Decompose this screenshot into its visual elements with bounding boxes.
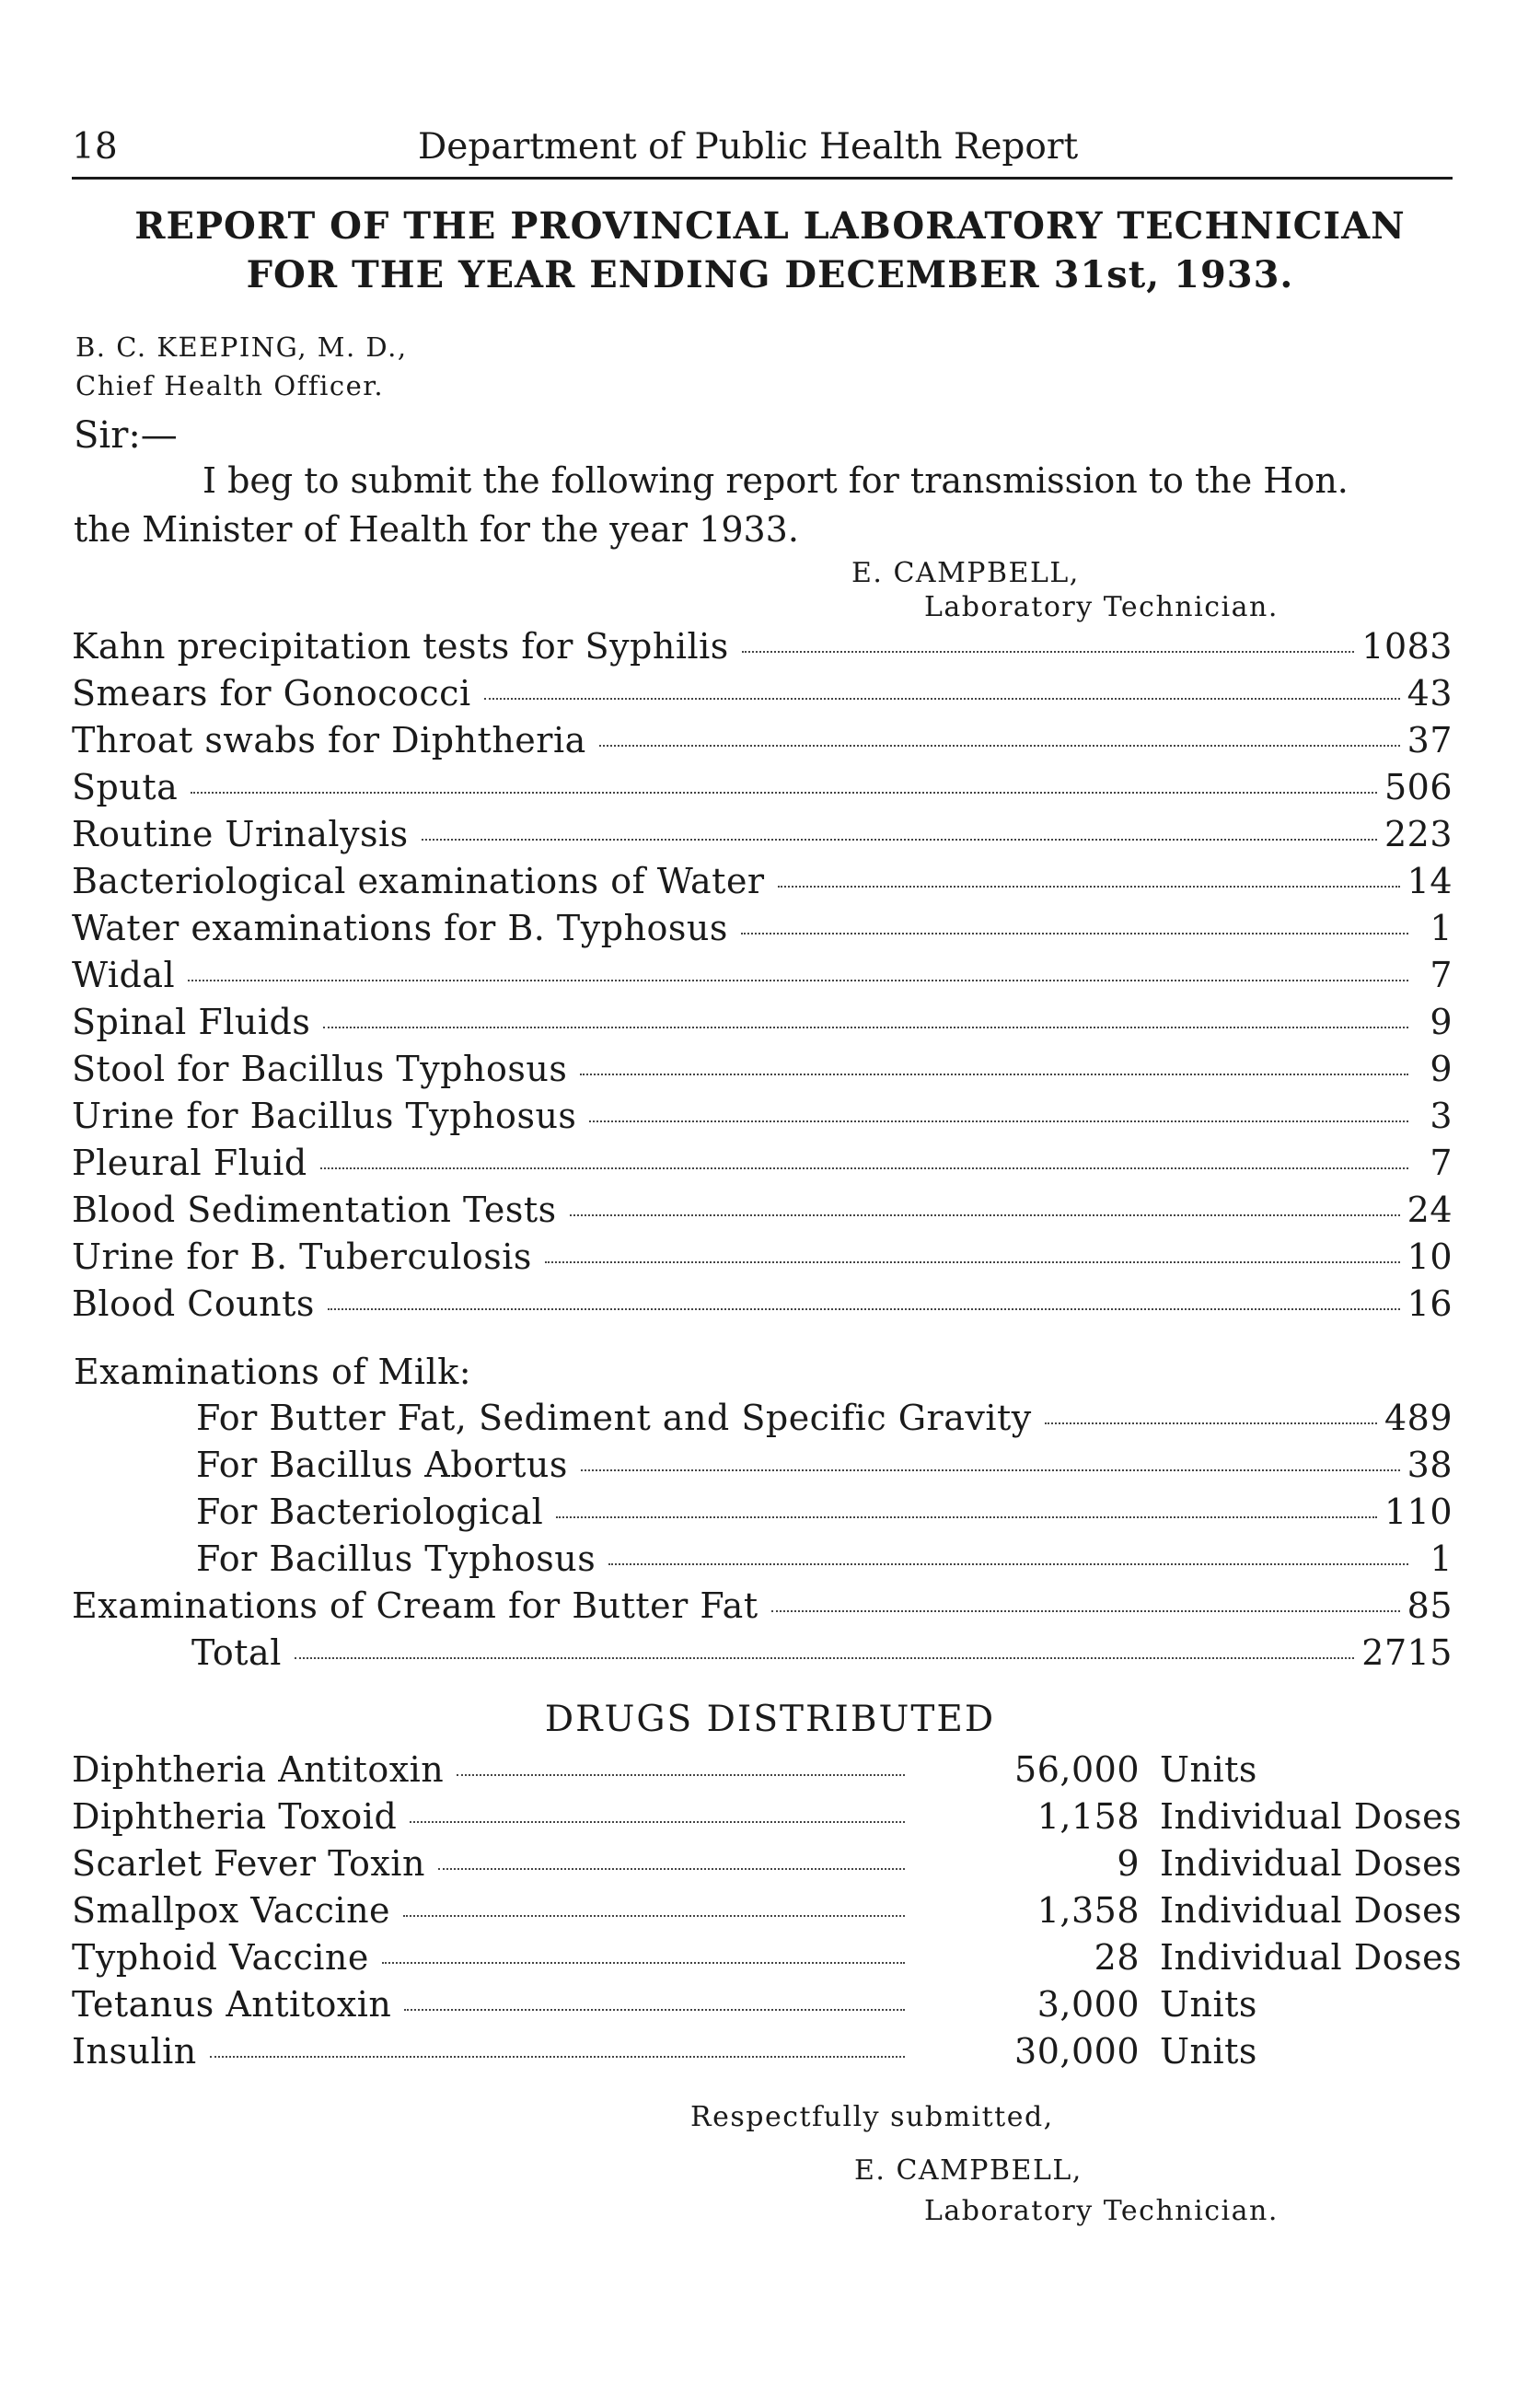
list-item: [72, 814, 1453, 862]
list-item: [72, 908, 1453, 956]
milk-test-label: For Butter Fat, Sediment and Specific Gravity: [196, 1398, 1032, 1438]
drug-amount: 30,000: [1014, 2031, 1140, 2072]
list-item: [72, 861, 1453, 909]
body-line-1: I beg to submit the following report for transmission to the Hon.: [203, 460, 1349, 501]
test-label: Urine for Bacillus Typhosus: [72, 1096, 577, 1136]
total-count: 2715: [1361, 1632, 1453, 1673]
dot-leader: [484, 698, 1400, 700]
dot-leader: [404, 2009, 905, 2011]
drug-amount: 1,158: [1036, 1796, 1140, 1837]
list-item: [72, 626, 1453, 674]
dot-leader: [556, 1516, 1377, 1518]
test-count: 14: [1407, 861, 1453, 901]
list-item: [72, 1049, 1453, 1097]
test-count: 3: [1430, 1096, 1453, 1136]
milk-test-label: For Bacillus Abortus: [196, 1445, 568, 1485]
test-count: 9: [1430, 1002, 1453, 1042]
list-item: [72, 2031, 1434, 2079]
dot-leader: [438, 1868, 905, 1870]
list-item: [196, 1492, 1453, 1539]
drug-amount: 9: [1117, 1843, 1140, 1884]
test-label: Stool for Bacillus Typhosus: [72, 1049, 568, 1089]
list-item: [72, 955, 1453, 1003]
list-item: [72, 1143, 1453, 1190]
report-title-line-2: FOR THE YEAR ENDING DECEMBER 31st, 1933.: [246, 253, 1294, 296]
body-line-2: the Minister of Health for the year 1933.: [74, 509, 799, 550]
test-count: 9: [1430, 1049, 1453, 1089]
salutation: Sir:—: [74, 414, 178, 457]
drug-unit: Individual Doses: [1160, 1937, 1463, 1978]
dot-leader: [771, 1610, 1400, 1612]
test-label: Widal: [72, 955, 176, 995]
list-item: [72, 1002, 1453, 1050]
cream-test-label: Examinations of Cream for Butter Fat: [72, 1585, 758, 1626]
list-item: [196, 1538, 1453, 1586]
test-count: 37: [1407, 720, 1453, 760]
test-label: Routine Urinalysis: [72, 814, 409, 854]
test-label: Smears for Gonococci: [72, 673, 471, 714]
dot-leader: [382, 1962, 905, 1964]
running-head: [72, 122, 1453, 180]
dot-leader: [410, 1821, 905, 1823]
drug-label: Diphtheria Antitoxin: [72, 1749, 445, 1790]
addressee-name: B. C. KEEPING, M. D.,: [75, 331, 408, 363]
list-item: [72, 673, 1453, 721]
list-item: [72, 1190, 1453, 1237]
drug-unit: Units: [1160, 1984, 1257, 2025]
dot-leader: [188, 980, 1408, 981]
list-item: [72, 720, 1453, 768]
test-count: 24: [1407, 1190, 1453, 1230]
list-item: [72, 1796, 1463, 1844]
list-item: [72, 1984, 1434, 2032]
dot-leader: [545, 1261, 1400, 1263]
test-label: Throat swabs for Diphtheria: [72, 720, 586, 760]
drug-unit: Units: [1160, 1749, 1257, 1790]
dot-leader: [580, 1074, 1408, 1075]
list-item: [72, 1890, 1463, 1938]
test-count: 43: [1407, 673, 1453, 714]
test-count: 7: [1430, 955, 1453, 995]
dot-leader: [320, 1167, 1408, 1169]
drug-amount: 56,000: [1014, 1749, 1140, 1790]
dot-leader: [608, 1563, 1408, 1565]
addressee-title: Chief Health Officer.: [75, 370, 385, 401]
list-item: [72, 1283, 1453, 1331]
test-label: Blood Counts: [72, 1283, 315, 1324]
milk-test-count: 38: [1407, 1445, 1453, 1485]
test-count: 16: [1407, 1283, 1453, 1324]
test-count: 1: [1430, 908, 1453, 948]
list-item: [72, 767, 1453, 815]
milk-test-count: 110: [1384, 1492, 1453, 1532]
closing-name: E. CAMPBELL,: [854, 2154, 1083, 2187]
milk-test-count: 489: [1384, 1398, 1453, 1438]
page-number: 18: [72, 126, 118, 168]
test-label: Bacteriological examinations of Water: [72, 861, 765, 901]
test-count: 1083: [1361, 626, 1453, 667]
test-label: Spinal Fluids: [72, 1002, 311, 1042]
dot-leader: [295, 1657, 1354, 1659]
list-item: [196, 1445, 1453, 1492]
closing-title: Laboratory Technician.: [924, 2195, 1279, 2227]
test-count: 7: [1430, 1143, 1453, 1183]
drug-label: Scarlet Fever Toxin: [72, 1843, 425, 1884]
drug-label: Tetanus Antitoxin: [72, 1984, 392, 2025]
drug-unit: Individual Doses: [1160, 1796, 1463, 1837]
total-row: [191, 1632, 1453, 1680]
dot-leader: [570, 1214, 1400, 1216]
dot-leader: [741, 933, 1408, 934]
drug-label: Insulin: [72, 2031, 197, 2072]
list-item: [72, 1096, 1453, 1143]
milk-test-count: 1: [1430, 1538, 1453, 1579]
list-item: [72, 1585, 1453, 1633]
test-count: 506: [1384, 767, 1453, 807]
drug-unit: Units: [1160, 2031, 1257, 2072]
signature-top-title: Laboratory Technician.: [924, 591, 1279, 623]
test-count: 223: [1384, 814, 1453, 854]
test-count: 10: [1407, 1236, 1453, 1277]
milk-heading: Examinations of Milk:: [74, 1352, 472, 1392]
dot-leader: [778, 886, 1400, 888]
list-item: [72, 1236, 1453, 1284]
test-label: Blood Sedimentation Tests: [72, 1190, 557, 1230]
test-label: Kahn precipitation tests for Syphilis: [72, 626, 729, 667]
drug-unit: Individual Doses: [1160, 1890, 1463, 1931]
milk-test-label: For Bacillus Typhosus: [196, 1538, 596, 1579]
drug-label: Smallpox Vaccine: [72, 1890, 391, 1931]
dot-leader: [422, 839, 1377, 841]
dot-leader: [599, 745, 1400, 747]
drug-amount: 1,358: [1036, 1890, 1140, 1931]
report-title-line-1: REPORT OF THE PROVINCIAL LABORATORY TECHNICIAN: [134, 204, 1406, 248]
drug-label: Typhoid Vaccine: [72, 1937, 369, 1978]
dot-leader: [457, 1774, 905, 1776]
dot-leader: [210, 2056, 905, 2058]
list-item: [72, 1843, 1463, 1891]
dot-leader: [191, 792, 1377, 794]
test-label: Sputa: [72, 767, 179, 807]
dot-leader: [589, 1120, 1408, 1122]
drug-unit: Individual Doses: [1160, 1843, 1463, 1884]
dot-leader: [328, 1308, 1400, 1310]
list-item: [196, 1398, 1453, 1445]
dot-leader: [1045, 1422, 1377, 1424]
dot-leader: [403, 1915, 905, 1917]
test-label: Pleural Fluid: [72, 1143, 307, 1183]
cream-test-count: 85: [1407, 1585, 1453, 1626]
drugs-heading: DRUGS DISTRIBUTED: [544, 1699, 996, 1740]
list-item: [72, 1937, 1463, 1985]
dot-leader: [742, 651, 1354, 653]
drug-amount: 3,000: [1036, 1984, 1140, 2025]
signature-top-name: E. CAMPBELL,: [851, 557, 1080, 589]
list-item: [72, 1749, 1434, 1797]
milk-test-label: For Bacteriological: [196, 1492, 544, 1532]
closing-phrase: Respectfully submitted,: [690, 2101, 1054, 2133]
total-label: Total: [191, 1632, 282, 1673]
running-head-title: Department of Public Health Report: [418, 126, 1079, 168]
drug-amount: 28: [1094, 1937, 1140, 1978]
dot-leader: [581, 1469, 1400, 1471]
test-label: Water examinations for B. Typhosus: [72, 908, 728, 948]
dot-leader: [323, 1027, 1408, 1028]
test-label: Urine for B. Tuberculosis: [72, 1236, 532, 1277]
drug-label: Diphtheria Toxoid: [72, 1796, 398, 1837]
